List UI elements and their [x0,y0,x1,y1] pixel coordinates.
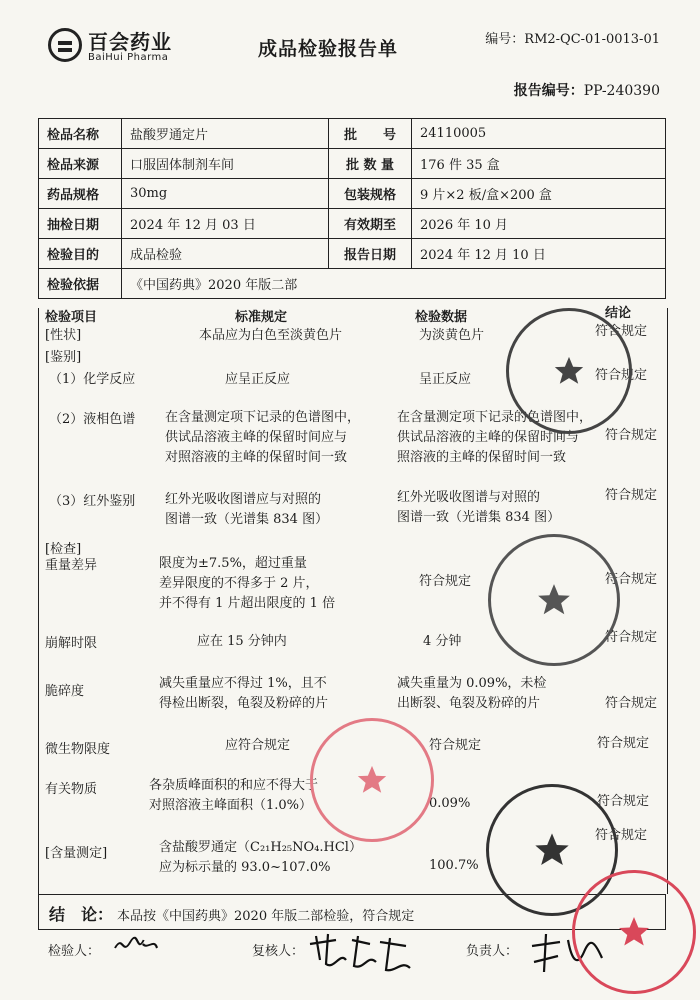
table-row [39,269,666,299]
friab-standard: 减失重量应不得过 1%，且不 得检出断裂，龟裂及粉碎的片 [159,676,329,711]
disint-standard: 应在 15 分钟内 [197,634,287,649]
hplc-label: （2）液相色谱 [49,412,136,427]
weight-result: 符合规定 [605,572,658,587]
table-row [39,119,666,149]
company-logo [48,28,208,68]
table-row [39,149,666,179]
friab-result: 符合规定 [605,696,658,711]
ir-data: 红外光吸收图谱与对照的 图谱一致（光谱集 834 图） [397,490,561,525]
chem-standard: 应呈正反应 [225,372,291,387]
ir-label: （3）红外鉴别 [49,494,136,509]
related-standard: 各杂质峰面积的和应不得大于 对照溶液主峰面积（1.0%） [149,778,319,813]
logo-mark-icon [48,28,82,62]
logo-chinese-name: 百会药业 [88,30,172,54]
document-code: 编号：RM2-QC-01-0013-01 [485,32,660,47]
quantity-label: 批 数 量 [329,149,412,179]
micro-result: 符合规定 [597,736,650,751]
report-number [514,80,660,100]
basis-value: 《中国药典》2020 年版二部 [122,269,666,299]
assay-data: 100.7% [429,858,479,873]
company-qc-seal-top [506,308,632,434]
related-label: 有关物质 [45,782,98,797]
friab-label: 脆碎度 [45,684,85,699]
col-header-standard: 标准规定 [235,310,288,325]
product-info-table [38,118,666,299]
source-value: 口服固体制剂车间 [122,149,329,179]
package-value: 9 片×2 板/盒×200 盒 [412,179,666,209]
quantity-value: 176 件 35 盒 [412,149,666,179]
table-row [39,239,666,269]
sample-date-value: 2024 年 12 月 03 日 [122,209,329,239]
seal-star-icon [535,581,573,619]
manager-label: 负责人： [466,944,519,959]
distributor-red-seal [310,718,434,842]
basis-label: 检验依据 [39,269,122,299]
ident-label: [鉴别] [45,350,82,365]
micro-standard: 应符合规定 [225,738,291,753]
trait-label: [性状] [45,328,82,343]
chem-result: 符合规定 [595,368,648,383]
micro-label: 微生物限度 [45,742,111,757]
weight-label: 重量差异 [45,558,98,573]
seal-star-icon [552,354,586,388]
micro-data: 符合规定 [429,738,482,753]
hplc-standard: 在含量测定项下记录的色谱图中， 供试品溶液主峰的保留时间应与 对照溶液的主峰的保留时间一致 [165,410,361,465]
product-name-label: 检品名称 [39,119,122,149]
assay-label: [含量测定] [45,846,108,861]
expiry-value: 2026 年 10 月 [412,209,666,239]
source-label: 检品来源 [39,149,122,179]
table-row [39,179,666,209]
reviewer-label: 复核人： [252,944,305,959]
col-header-result: 结论 [605,306,632,321]
chem-label: （1）化学反应 [49,372,136,387]
inspector-handwriting-icon [109,930,163,960]
ir-result: 符合规定 [605,488,658,503]
col-header-data: 检验数据 [415,310,468,325]
pharmacy-quality-seal [572,870,696,994]
hplc-result: 符合规定 [605,428,658,443]
distributor-qc-seal [488,534,620,666]
trait-result: 符合规定 [595,324,648,339]
package-label: 包装规格 [329,179,412,209]
spec-label: 药品规格 [39,179,122,209]
ir-standard: 红外光吸收图谱应与对照的 图谱一致（光谱集 834 图） [165,492,329,527]
trait-standard: 本品应为白色至淡黄色片 [199,328,343,343]
seal-star-icon [616,914,652,950]
spec-value: 30mg [122,179,329,209]
batch-value: 24110005 [412,119,666,149]
assay-standard: 含盐酸罗通定（C₂₁H₂₅NO₄.HCl） 应为标示量的 93.0~107.0% [159,840,362,875]
weight-standard: 限度为±7.5%，超过重量 差异限度的不得多于 2 片， 并不得有 1 片超出限度的 1 倍 [159,556,336,611]
check-label: [检查] [45,542,82,557]
related-result: 符合规定 [597,794,650,809]
hplc-data: 在含量测定项下记录的色谱图中， 供试品溶液的主峰的保留时间与 照溶液的主峰的保留时间一致 [397,410,593,465]
report-number-value: PP-240390 [583,83,660,99]
batch-label: 批 号 [329,119,412,149]
seal-star-icon [355,763,389,797]
report-number-label: 报告编号： [513,83,584,99]
inspector-label: 检验人： [48,944,101,959]
seal-star-icon [532,830,572,870]
reviewer-handwriting-icon [306,930,416,976]
purpose-label: 检验目的 [39,239,122,269]
col-header-item: 检验项目 [45,310,98,325]
document-title: 成品检验报告单 [258,38,399,60]
table-row [39,209,666,239]
reviewer-signature [306,930,416,980]
conclusion-label: 结 论： [49,905,114,924]
disint-result: 符合规定 [605,630,658,645]
weight-data: 符合规定 [419,574,472,589]
chem-data: 呈正反应 [419,372,472,387]
logo-english-name: BaiHui Pharma [88,52,169,63]
inspector-signature [108,930,164,966]
report-date-value: 2024 年 12 月 10 日 [412,239,666,269]
trait-data: 为淡黄色片 [419,328,485,343]
conclusion-text: 本品按《中国药典》2020 年版二部检验，符合规定 [117,909,415,924]
disint-label: 崩解时限 [45,636,98,651]
report-date-label: 报告日期 [329,239,412,269]
assay-result: 符合规定 [595,828,648,843]
sample-date-label: 抽检日期 [39,209,122,239]
friab-data: 减失重量为 0.09%，未检 出断裂、龟裂及粉碎的片 [397,676,547,711]
product-name-value: 盐酸罗通定片 [122,119,329,149]
related-data: 0.09% [429,796,471,811]
expiry-label: 有效期至 [329,209,412,239]
purpose-value: 成品检验 [122,239,329,269]
disint-data: 4 分钟 [423,634,462,649]
